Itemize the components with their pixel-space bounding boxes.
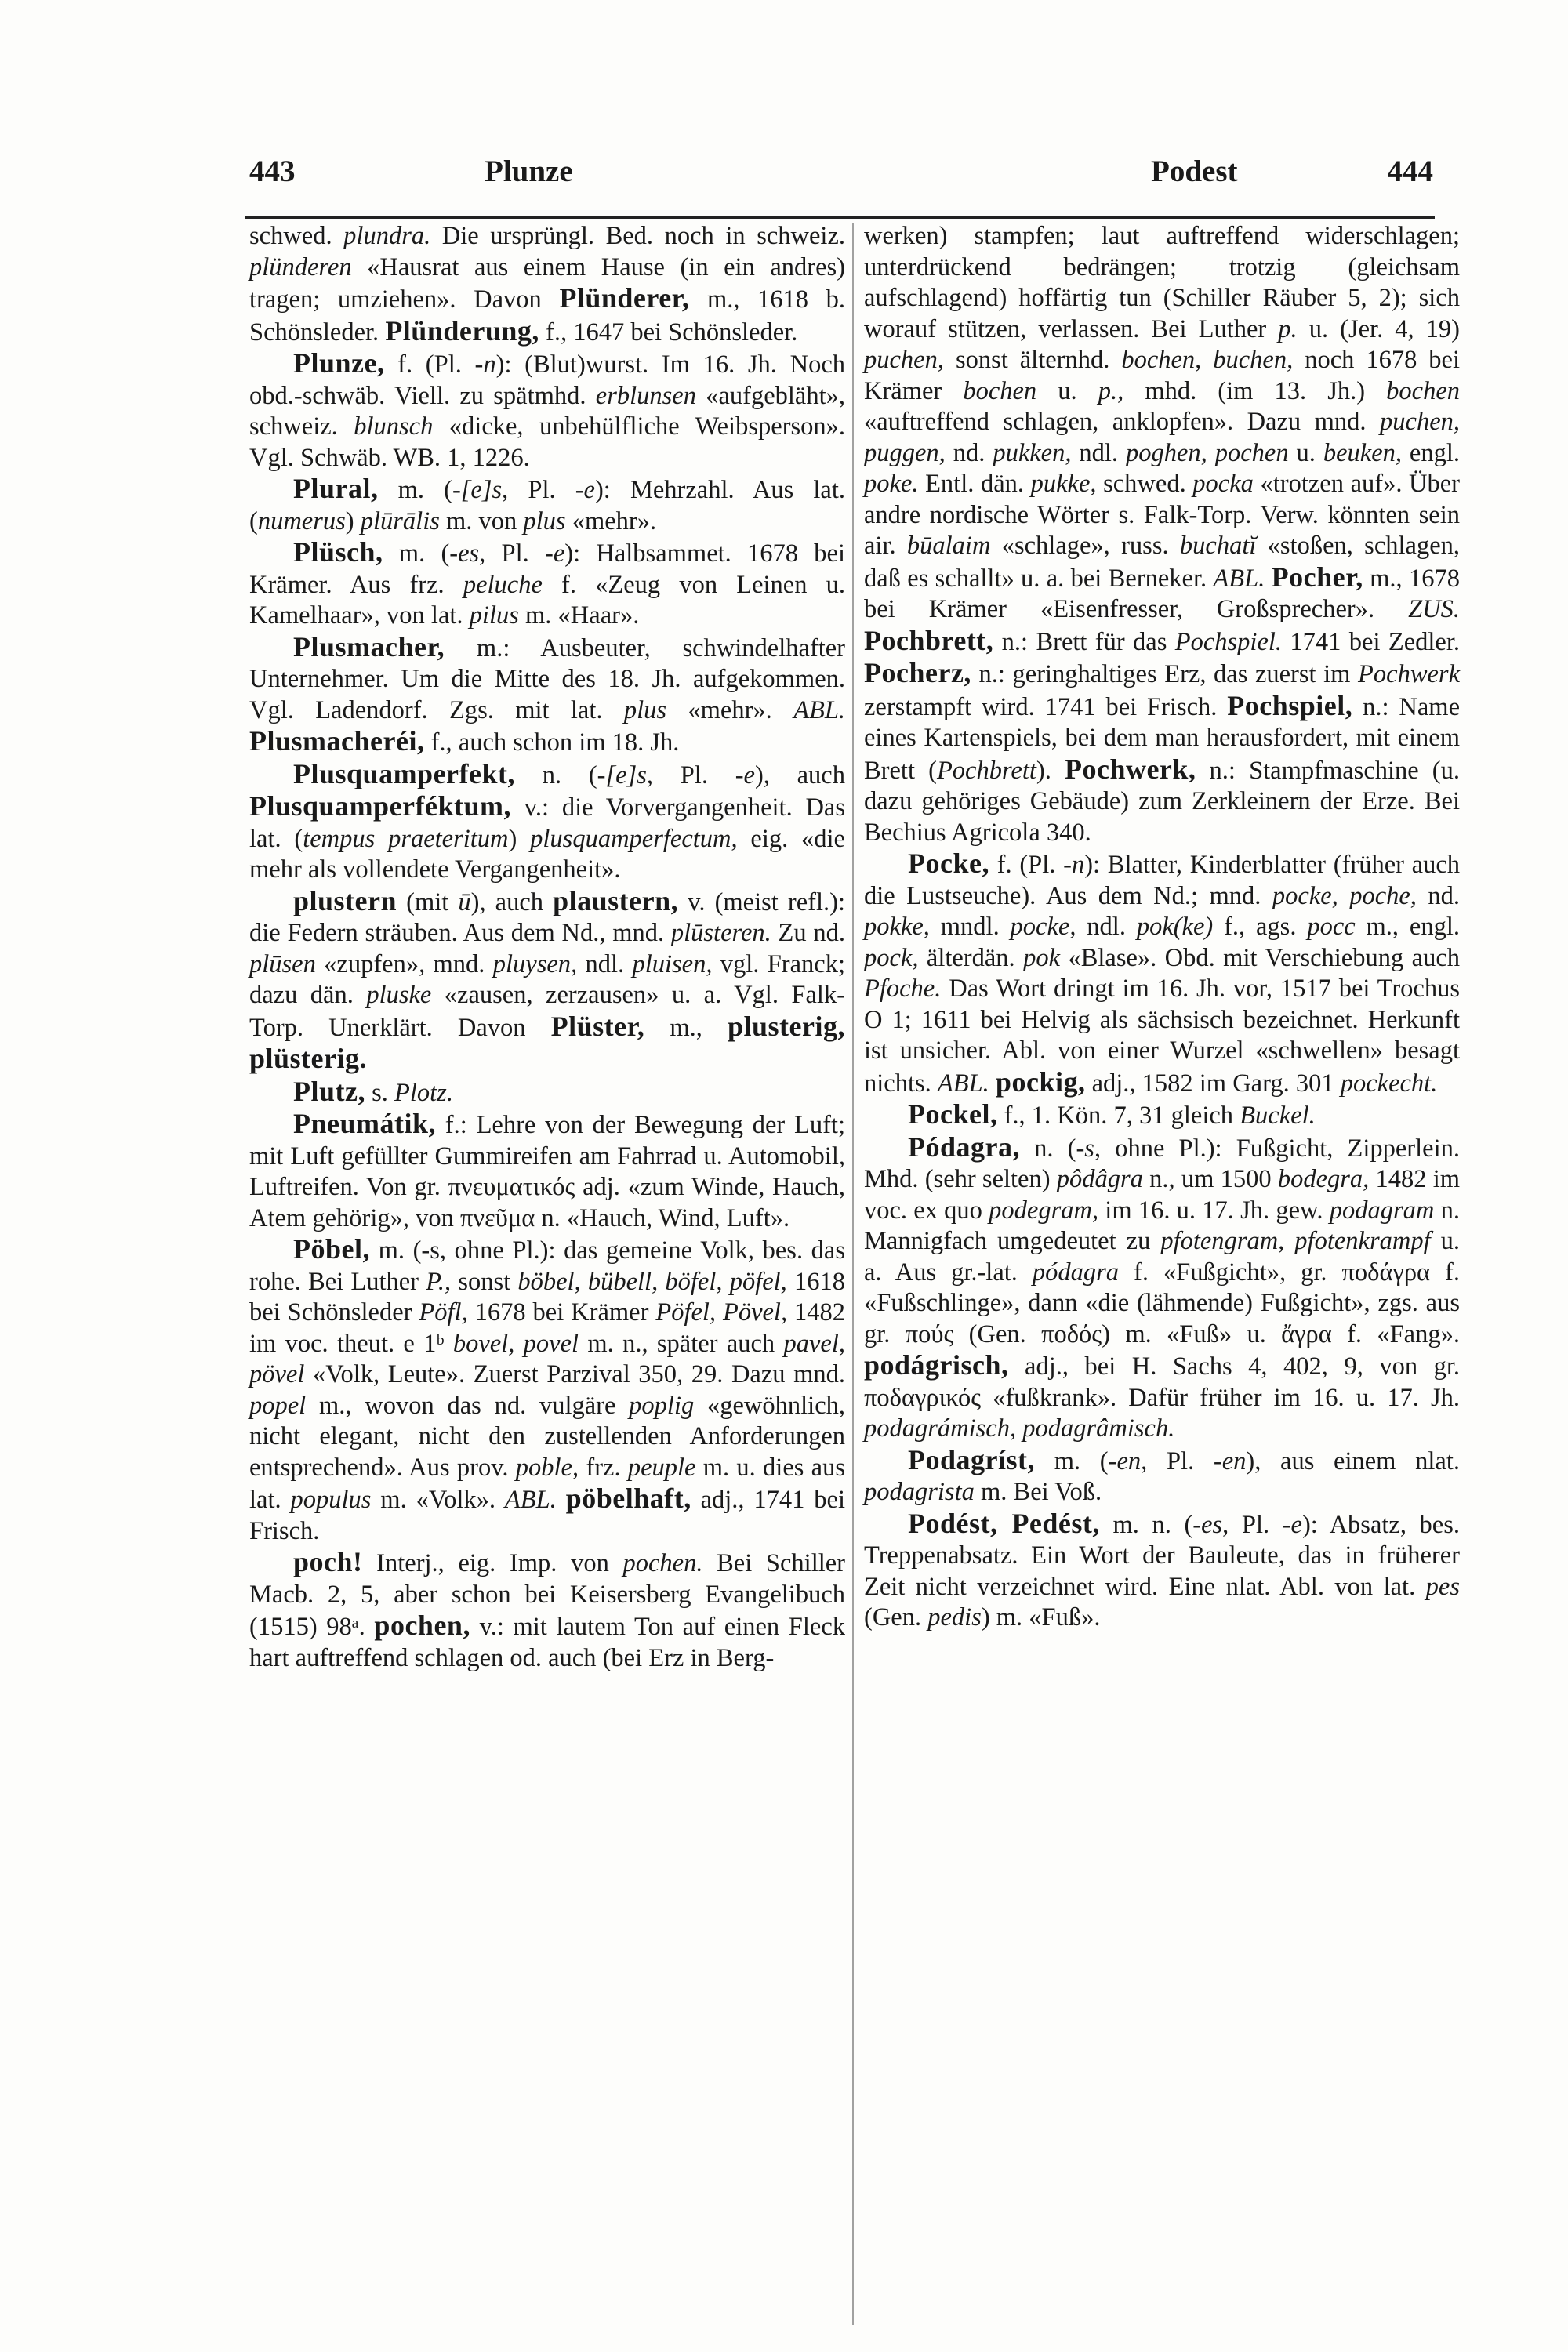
dictionary-entry	[864, 1132, 1460, 1445]
dictionary-entry	[249, 1547, 845, 1674]
entry-text: n. (	[1020, 1134, 1076, 1163]
entry-text: werken) stampfen; laut auftreffend widerschlagen; unterdrückend bedrängen; trotzig (gleichsam aufschlagend) hoffärtig tun (Schiller Räuber 5, 2); sich worauf stützen, verlassen. Bei Luther	[864, 222, 1460, 343]
entry-text: ): Blatter, Kinderblatter (früher auch die Lustseuche). Aus dem Nd.; mnd.	[864, 851, 1461, 910]
italic-form: puchen, puggen,	[864, 408, 1460, 467]
page-number-right: 444	[1387, 154, 1433, 188]
headword: Pocher,	[1271, 561, 1363, 593]
italic-form: -e	[1282, 1510, 1302, 1539]
entry-text: m., engl.	[1355, 913, 1460, 941]
entry-text: engl.	[1402, 438, 1461, 467]
entry-text	[989, 1069, 996, 1098]
entry-text: m., 1618 b. Schönsleder.	[249, 285, 846, 347]
entry-text: m. (-	[378, 476, 461, 504]
headword: pochen,	[374, 1610, 470, 1641]
entry-text: im 16. u. 17. Jh. gew.	[1098, 1196, 1330, 1225]
entry-text: «mehr».	[666, 695, 794, 724]
italic-form: [e]s	[605, 760, 647, 789]
dictionary-entry	[249, 221, 845, 348]
page-number-left: 443	[249, 154, 296, 188]
italic-form: ABL.	[1213, 564, 1265, 593]
entry-text: m. n. (	[1099, 1510, 1193, 1539]
entry-text: m. «Volk».	[371, 1486, 505, 1514]
entry-text: )	[345, 506, 361, 535]
entry-text: s.	[365, 1078, 395, 1107]
entry-text: nd.	[1416, 881, 1460, 910]
headword: Pocke,	[908, 848, 989, 879]
italic-form: tempus praeteritum	[303, 824, 509, 853]
italic-form: pockecht.	[1340, 1069, 1438, 1098]
entry-text: ) m. «Fuß».	[981, 1603, 1101, 1632]
italic-form: pokke,	[864, 913, 930, 941]
entry-text: ): Mehrzahl. Aus lat. (	[249, 476, 845, 535]
headword: plusterig, plüsterig.	[249, 1010, 846, 1074]
entry-text: u.	[1288, 438, 1323, 467]
italic-form: pfotengram, pfotenkrampf	[1160, 1227, 1431, 1255]
entry-text: schwed.	[1096, 470, 1193, 498]
italic-form: podagram	[1329, 1196, 1435, 1225]
entry-text: ).	[1036, 756, 1065, 785]
entry-text: u. a. Aus gr.-lat.	[864, 1227, 1460, 1287]
entry-text: adj., bei H. Sachs 4, 402, 9, von gr. ποδαγρικός «fußkrank». Dafür früher im 16. u. 17. Jh.	[864, 1352, 1460, 1412]
entry-text: Entl. dän.	[918, 470, 1031, 498]
italic-form: Plotz.	[394, 1078, 453, 1107]
entry-text: schwed.	[249, 222, 344, 250]
entry-text: (mit	[397, 887, 459, 916]
entry-text: m. (	[383, 539, 450, 568]
headword: Pocherz,	[864, 657, 971, 688]
italic-form: pedis	[927, 1603, 982, 1632]
dictionary-entry	[864, 221, 1460, 848]
dictionary-entry	[864, 1099, 1460, 1132]
entry-text: ): (Blut)wurst. Im 16. Jh. Noch obd.-schwäb. Viell. zu spätmhd.	[249, 350, 845, 410]
entry-text: v. (meist refl.): die Federn sträuben. Aus dem Nd., mnd.	[249, 887, 845, 947]
entry-text: «gewöhnlich, nicht elegant, nicht den zustellenden Anforderungen entsprechend». Aus prov.	[249, 1391, 845, 1482]
italic-form: podagrista	[864, 1478, 975, 1506]
italic-form: -es	[1192, 1510, 1223, 1539]
entry-text: v.: mit lautem Ton auf einen Fleck hart auftreffend schlagen od. auch (bei Erz in Berg-	[249, 1613, 845, 1672]
entry-text: noch 1678 bei Krämer	[864, 346, 1461, 405]
italic-form: ABL.	[937, 1069, 989, 1098]
entry-text: ndl.	[1076, 913, 1137, 941]
entry-text: adj., 1741 bei Frisch.	[249, 1486, 845, 1545]
dictionary-entry	[249, 1109, 845, 1234]
headword: Plural,	[293, 473, 379, 504]
headword: Pöbel,	[293, 1233, 370, 1265]
dictionary-entry	[864, 1445, 1460, 1508]
entry-text: n. Mannigfach umgedeutet zu	[864, 1196, 1461, 1255]
dictionary-entry	[249, 1234, 845, 1547]
italic-form: poplig	[629, 1391, 695, 1420]
headword: Plünderer,	[559, 282, 690, 314]
entry-text: ): Absatz, bes. Treppenabsatz. Ein Wort der Bauleute, das in früherer Zeit nicht verzeichnet wird. Eine nlat. Abl. von lat.	[864, 1510, 1460, 1601]
entry-text: «schlage», russ.	[990, 532, 1180, 560]
italic-form: pavel, pövel	[249, 1329, 845, 1388]
italic-form: pluisen,	[632, 949, 713, 978]
entry-text: «mehr».	[565, 506, 657, 535]
entry-text: «aufgebläht», schweiz.	[249, 381, 845, 441]
headword: Plunze,	[293, 347, 385, 379]
italic-form: ū	[458, 887, 471, 916]
entry-text: 1678 bei Krämer	[467, 1298, 656, 1327]
running-head-right: Podest	[1151, 154, 1238, 188]
italic-form: būalaim	[906, 532, 991, 560]
italic-form: -en	[1213, 1446, 1247, 1475]
italic-form: Pöfel, Pövel,	[655, 1298, 788, 1327]
entry-text: , ohne Pl.): Fußgicht, Zipperlein. Mhd. (sehr selten)	[864, 1134, 1460, 1193]
entry-text: Das Wort dringt im 16. Jh. vor, 1517 bei Trochus O 1; 1611 bei Helvig als sächsisch bezeichnet. Herkunft ist unsicher. Abl. von einer Wurzel «schwellen» besagt nichts.	[864, 975, 1460, 1098]
italic-form: pok(ke)	[1136, 913, 1214, 941]
entry-text: v.: die Vorvergangenheit. Das lat. (	[249, 793, 845, 853]
italic-form: Pöfl,	[419, 1298, 468, 1327]
entry-text: ), aus einem nlat.	[1246, 1446, 1460, 1475]
entry-text: n.: Name eines Kartenspiels, bei dem man herausfordert, mit einem Brett (	[864, 692, 1460, 785]
headword: Pochspiel,	[1227, 689, 1353, 721]
italic-form: -s	[1076, 1134, 1094, 1163]
entry-text: m.,	[644, 1013, 728, 1042]
italic-form: numerus	[257, 506, 346, 535]
entry-text: nd.	[945, 438, 993, 467]
italic-form: Pochspiel.	[1174, 627, 1283, 656]
italic-form: plūsteren.	[670, 919, 771, 947]
entry-text: «Blase». Obd. mit Verschiebung auch	[1060, 943, 1460, 972]
dictionary-entry	[249, 1076, 845, 1109]
italic-form: ABL.	[793, 695, 846, 724]
entry-text: Die ursprüngl. Bed. noch in schweiz.	[430, 222, 846, 250]
entry-text: «zausen, zerzausen» u. a. Vgl. Falk-Torp. Unerklärt. Davon	[249, 981, 845, 1042]
entry-text: «Hausrat aus einem Hause (in ein andres) tragen; umziehen». Davon	[249, 252, 845, 314]
entry-text: eig. «die mehr als vollendete Vergangenheit».	[249, 824, 845, 884]
headword: Plutz,	[293, 1075, 365, 1107]
entry-text: zerstampft wird. 1741 bei Frisch.	[864, 692, 1228, 721]
running-head-left: Plunze	[485, 154, 573, 188]
entry-text: , Pl.	[646, 760, 735, 789]
dictionary-entry	[864, 848, 1460, 1099]
headword: plaustern,	[553, 884, 679, 916]
italic-form: bovel, povel	[452, 1329, 579, 1358]
entry-text: m. n., später auch	[579, 1329, 784, 1358]
entry-text: mndl.	[929, 913, 1011, 941]
headword: plustern	[293, 884, 397, 916]
italic-form: -e	[735, 760, 755, 789]
entry-text: , Pl.	[502, 476, 575, 504]
headword: Podagríst,	[908, 1443, 1035, 1475]
headword: pockig,	[995, 1065, 1086, 1098]
italic-form: Pochwerk	[1358, 660, 1460, 688]
entry-text: 1741 bei Zedler.	[1282, 627, 1460, 656]
italic-form: erblunsen	[595, 381, 696, 410]
italic-form: puchen,	[864, 346, 944, 374]
entry-text: , Pl.	[1222, 1510, 1283, 1539]
italic-form: pok	[1023, 943, 1061, 972]
entry-text: ndl.	[577, 949, 633, 978]
entry-text: «trotzen auf». Über andre nordische Wörter s. Falk-Torp. Verw. könnten sein air.	[864, 470, 1461, 560]
italic-form: bochen	[963, 376, 1037, 405]
italic-form: -es	[449, 539, 480, 568]
italic-form: ABL.	[504, 1486, 557, 1514]
italic-form: [e]s	[460, 476, 503, 504]
entry-text: f. «Fußgicht», gr. ποδάγρα f. «Fußschlinge», dann «die (lähmende) Fußgicht», zgs. aus gr. πούς (Gen. ποδός) m. «Fuß» u. ἄγρα f. «Fang».	[864, 1258, 1461, 1348]
entry-text: 1618 bei Schönsleder	[249, 1267, 845, 1327]
italic-form: pilus	[469, 601, 519, 630]
italic-form: p.	[1278, 314, 1298, 343]
entry-text: frz.	[579, 1453, 628, 1482]
italic-form: pluske	[366, 981, 432, 1009]
italic-form: poble,	[515, 1453, 579, 1482]
italic-form: populus	[290, 1486, 372, 1514]
entry-text: «Volk, Leute». Zuerst Parzival 350, 29. Dazu mnd.	[304, 1360, 845, 1388]
italic-form: peluche	[463, 570, 543, 599]
entry-text: «dicke, unbehülfliche Weibsperson». Vgl. Schwäb. WB. 1, 1226.	[249, 412, 845, 472]
italic-form: plus	[523, 506, 566, 535]
headword: Plüster,	[550, 1010, 645, 1042]
headword: Pockel,	[908, 1098, 998, 1130]
italic-form: poke.	[864, 470, 919, 498]
entry-text: ), auch	[754, 760, 845, 789]
entry-text: sonst älternhd.	[943, 346, 1122, 374]
italic-form: Pfoche.	[864, 975, 942, 1003]
italic-form: plūsen	[249, 949, 316, 978]
header-rule	[245, 216, 1435, 219]
entry-text: , Pl.	[479, 539, 546, 568]
entry-text: m., 1678 bei Krämer «Eisenfresser, Großsprecher».	[864, 564, 1460, 623]
italic-form: pochen.	[622, 1549, 703, 1577]
entry-text: n. (-	[515, 760, 606, 789]
entry-text: ), auch	[470, 887, 554, 916]
entry-text: u.	[1036, 376, 1098, 405]
entry-text: «auftreffend schlagen, anklopfen». Dazu mnd.	[864, 408, 1381, 436]
entry-text	[1265, 564, 1271, 593]
italic-form: pocke,	[1010, 913, 1076, 941]
entry-text: f. (Pl.	[989, 851, 1064, 879]
entry-text: m. «Haar».	[518, 601, 640, 630]
entry-text: n.: Stampfmaschine (u. dazu gehöriges Gebäude) zum Zerkleinern der Erze. Bei Bechius Agricola 340.	[864, 756, 1461, 847]
dictionary-entry	[249, 886, 845, 1076]
headword: Pochbrett,	[864, 624, 994, 656]
italic-form: beuken,	[1323, 438, 1402, 467]
italic-form: plünderen	[249, 252, 352, 281]
italic-form: -e	[545, 539, 565, 568]
italic-form: -e	[575, 476, 595, 504]
dictionary-entry	[249, 537, 845, 632]
entry-text: , Pl.	[1141, 1446, 1214, 1475]
entry-text: )	[508, 824, 531, 853]
italic-form: blunsch	[354, 412, 434, 441]
italic-form: pocc	[1307, 913, 1356, 941]
italic-form: pock,	[864, 943, 919, 972]
italic-form: plusquamperfectum,	[530, 824, 738, 853]
headword: Pochwerk,	[1064, 753, 1196, 785]
headword: Plüsch,	[293, 536, 383, 568]
headword: Pódagra,	[908, 1131, 1020, 1163]
entry-text: m.: Ausbeuter, schwindelhafter Unternehmer. Um die Mitte des 18. Jh. aufgekommen. Vgl. Ladendorf. Zgs. mit lat.	[249, 633, 845, 724]
entry-text: «zupfen», mnd.	[315, 949, 493, 978]
entry-text: u. (Jer. 4, 19)	[1297, 314, 1460, 343]
italic-form: Pochbrett	[936, 756, 1036, 785]
entry-text: f., auch schon im 18. Jh.	[424, 728, 680, 757]
entry-text: m. (-s, ohne Pl.): das gemeine Volk, bes. das rohe. Bei Luther	[249, 1236, 845, 1296]
headword: Plusquamperfekt,	[293, 757, 516, 789]
entry-text: m. u. dies aus lat.	[249, 1453, 845, 1514]
italic-form: -n	[1063, 851, 1085, 879]
italic-form: P.,	[426, 1267, 452, 1296]
italic-form: bodegra,	[1277, 1165, 1370, 1193]
entry-text: m. Bei Voß.	[974, 1478, 1102, 1506]
entry-text: n.: geringhaltiges Erz, das zuerst im	[971, 660, 1359, 688]
entry-text: älterdän.	[918, 943, 1024, 972]
headword: Podést, Pedést,	[908, 1507, 1100, 1539]
entry-text: (Gen.	[864, 1603, 928, 1632]
headword: podágrisch,	[864, 1349, 1009, 1381]
entry-text	[557, 1486, 566, 1514]
dictionary-entry	[249, 632, 845, 759]
headword: Plusmacher,	[293, 630, 445, 662]
italic-form: podagrámisch, podagrâmisch.	[864, 1414, 1175, 1443]
italic-form: pukke,	[1030, 470, 1097, 498]
entry-text: n.: Brett für das	[993, 627, 1175, 656]
entry-text: f., ags.	[1213, 913, 1308, 941]
headword: Plusquamperféktum,	[249, 790, 512, 822]
italic-form: popel	[249, 1391, 307, 1420]
entry-text: adj., 1582 im Garg. 301	[1085, 1069, 1341, 1098]
entry-text: «stoßen, schlagen, daß es schallt» u. a. bei Berneker.	[864, 532, 1461, 593]
italic-form: poghen, pochen	[1126, 438, 1289, 467]
italic-form: bochen	[1386, 376, 1461, 405]
italic-form: plūrālis	[360, 506, 440, 535]
dictionary-entry	[864, 1508, 1460, 1634]
italic-form: pôdâgra	[1056, 1165, 1143, 1193]
entry-text: m. von	[439, 506, 524, 535]
italic-form: Buckel.	[1240, 1102, 1316, 1130]
italic-form: -en	[1108, 1446, 1142, 1475]
entry-text: ): Halbsammet. 1678 bei Krämer. Aus frz.	[249, 539, 845, 599]
italic-form: peuple	[627, 1453, 696, 1482]
entry-text: 1482 im voc. ex quo	[864, 1165, 1461, 1225]
entry-text: ndl.	[1071, 438, 1126, 467]
entry-text: 1482 im voc. theut. e 1ᵇ	[249, 1298, 846, 1358]
italic-form: böbel, bübell, böfel, pöfel,	[517, 1267, 787, 1296]
entry-text: n., um 1500	[1142, 1165, 1278, 1193]
dictionary-entry	[249, 348, 845, 474]
entry-text: f. «Zeug von Leinen u. Kamelhaar», von lat.	[249, 570, 845, 630]
italic-form: pes	[1425, 1572, 1460, 1601]
left-column	[249, 221, 845, 1674]
right-column	[864, 221, 1460, 1634]
headword: pöbelhaft,	[565, 1483, 691, 1514]
entry-text: f., 1647 bei Schönsleder.	[539, 318, 798, 347]
entry-text: f.: Lehre von der Bewegung der Luft; mit Luft gefüllter Gummireifen am Fahrrad u. Automobil, Luftreifen. Von gr. πνευματικός adj. «zum Winde, Hauch, Atem gehörig», von πνεῦμα n. «Hauch, Wind, Luft».	[249, 1111, 845, 1232]
headword: Plünderung,	[385, 314, 539, 347]
dictionary-entry	[249, 474, 845, 537]
headword: Pneumátik,	[293, 1108, 437, 1139]
entry-text: Interj., eig. Imp. von	[362, 1549, 623, 1577]
italic-form: p.,	[1098, 376, 1124, 405]
entry-text: sonst	[451, 1267, 518, 1296]
italic-form: pluysen,	[492, 949, 578, 978]
italic-form: buchatĭ	[1179, 532, 1257, 560]
entry-text: Bei Schiller Macb. 2, 5, aber schon bei Keisersberg Evangelibuch (1515) 98ᵃ.	[249, 1549, 845, 1641]
italic-form: ZUS.	[1408, 595, 1460, 623]
headword: Plusmacheréi,	[249, 725, 425, 757]
page-header	[249, 154, 1433, 201]
italic-form: pukken,	[993, 438, 1072, 467]
headword: poch!	[293, 1546, 363, 1577]
italic-form: pódagra	[1032, 1258, 1120, 1287]
entry-text: Zu nd.	[771, 919, 845, 947]
column-divider	[852, 223, 854, 2325]
italic-form: -n	[474, 350, 496, 379]
dictionary-entry	[249, 759, 845, 886]
entry-text: mhd. (im 13. Jh.)	[1123, 376, 1387, 405]
entry-text: m. (	[1035, 1446, 1109, 1475]
italic-form: podegram,	[989, 1196, 1099, 1225]
italic-form: plundra.	[343, 222, 431, 250]
italic-form: pocke, poche,	[1272, 881, 1417, 910]
italic-form: bochen, buchen,	[1121, 346, 1294, 374]
entry-text: f. (Pl.	[384, 350, 475, 379]
italic-form: pocka	[1192, 470, 1254, 498]
entry-text: vgl. Franck; dazu dän.	[249, 949, 846, 1009]
entry-text: m., wovon das nd. vulgäre	[306, 1391, 630, 1420]
entry-text: f., 1. Kön. 7, 31 gleich	[997, 1102, 1240, 1130]
italic-form: plus	[623, 695, 667, 724]
